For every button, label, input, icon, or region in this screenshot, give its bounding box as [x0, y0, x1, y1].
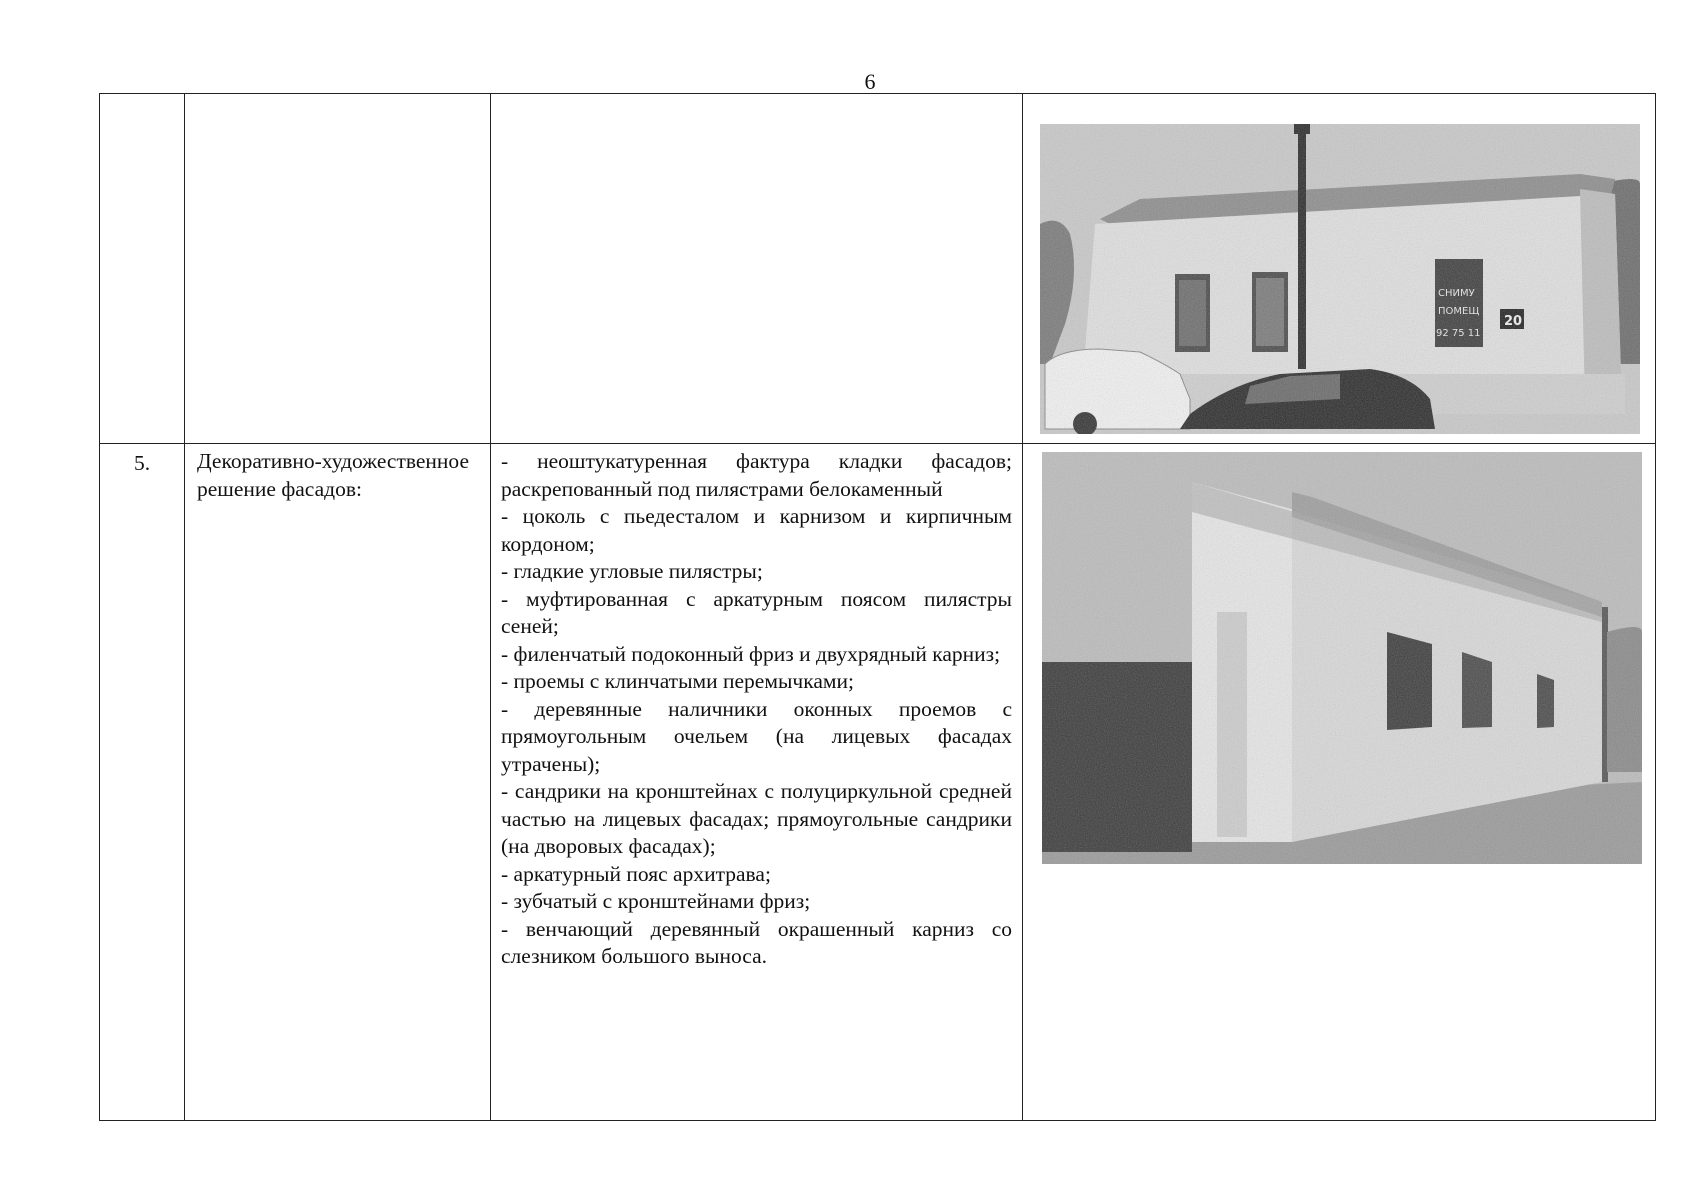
description-line: - сандрики на кронштейнах с полуциркульной средней частью на лицевых фасадах; прямоугольные сандрики (на дворовых фасадах);	[501, 779, 1012, 858]
table-row	[100, 94, 1656, 444]
elements-table	[99, 93, 1656, 1121]
description-line: - гладкие угловые пилястры;	[501, 559, 763, 583]
element-name-cell	[185, 94, 491, 444]
photo-cell	[1023, 94, 1656, 444]
description-line: - неоштукатуренная фактура кладки фасадов; раскрепованный под пилястрами белокаменный	[501, 449, 1012, 501]
row-number-cell: 5.	[100, 444, 185, 1121]
photo-cell	[1023, 444, 1656, 1121]
element-description-cell	[491, 444, 1023, 1121]
description-line: - цоколь с пьедесталом и карнизом и кирпичным кордоном;	[501, 504, 1012, 556]
description-line: - филенчатый подоконный фриз и двухрядный карниз;	[501, 641, 1001, 666]
description-line: - венчающий деревянный окрашенный карниз со слезником большого выноса.	[501, 916, 1012, 968]
building-facade-photo-bottom	[1042, 452, 1642, 864]
description-line: - проемы с клинчатыми перемычками;	[501, 669, 854, 693]
description-line: - деревянные наличники оконных проемов с прямоугольным очельем (на лицевых фасадах утрачены);	[501, 696, 1012, 776]
table-row	[100, 444, 1656, 1121]
description-line: - аркатурный пояс архитрава;	[501, 861, 771, 886]
building-facade-photo-top	[1040, 124, 1640, 434]
description-line: - зубчатый с кронштейнами фриз;	[501, 889, 811, 913]
page-number: 6	[864, 69, 876, 94]
element-name-cell: Декоративно-художественное решение фасадов:	[185, 444, 491, 1121]
element-description-cell	[491, 94, 1023, 444]
description-line: - муфтированная с аркатурным поясом пилястры сеней;	[501, 586, 1012, 638]
row-number-cell	[100, 94, 185, 444]
